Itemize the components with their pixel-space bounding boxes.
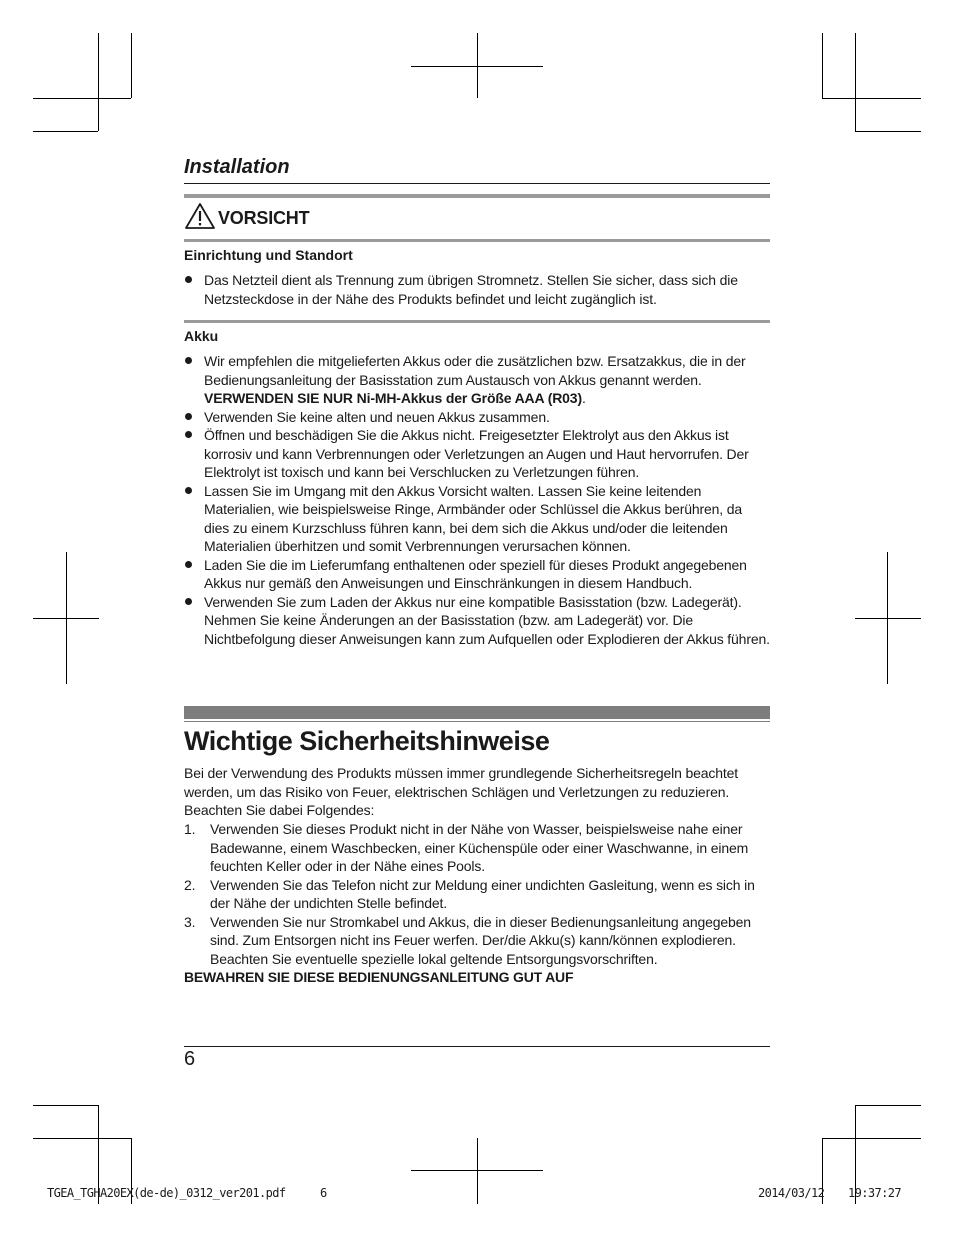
battery-warning-tail: . xyxy=(581,390,586,406)
keep-instructions-notice: BEWAHREN SIE DIESE BEDIENUNGSANLEITUNG GUT AUF xyxy=(184,969,574,985)
safety-title: Wichtige Sicherheitshinweise xyxy=(184,726,550,756)
list-item-text: Verwenden Sie nur Stromkabel und Akkus, die in dieser Bedienungsanleitung angegeben sind. Zum Entsorgen nicht ins Feuer werfen. Der/die Akku(s) kann/können explodieren. Beachten Sie eventuelle spezielle lokal geltende Entsorgungsvorschriften. xyxy=(210,913,751,967)
caution-heading xyxy=(184,203,309,233)
list-item xyxy=(184,426,770,482)
setup-list xyxy=(184,271,770,308)
print-time: 19:37:27 xyxy=(848,1186,901,1200)
setup-heading: Einrichtung und Standort xyxy=(184,247,353,263)
print-filename: TGEA_TGHA20EX(de-de)_0312_ver201.pdf xyxy=(47,1186,286,1200)
caution-sub-rule xyxy=(184,239,770,242)
safety-list xyxy=(184,820,770,968)
bullet-icon xyxy=(185,561,192,568)
caution-label: VORSICHT xyxy=(218,207,310,228)
list-item xyxy=(184,913,770,969)
list-item xyxy=(184,271,770,308)
list-item-text: Wir empfehlen die mitgelieferten Akkus oder die zusätzlichen bzw. Ersatzakkus, die in der Bedienungsanleitung der Basisstation zum Austausch von Akkus genannt werden. xyxy=(204,353,746,388)
safety-bar-line xyxy=(184,721,770,722)
print-page: 6 xyxy=(320,1186,327,1200)
list-item xyxy=(184,820,770,876)
header-rule xyxy=(184,183,770,184)
list-item xyxy=(184,352,770,408)
safety-bar xyxy=(184,706,770,719)
list-item-text: Verwenden Sie keine alten und neuen Akkus zusammen. xyxy=(204,408,550,425)
list-item xyxy=(184,876,770,913)
list-item-text: Das Netzteil dient als Trennung zum übrigen Stromnetz. Stellen Sie sicher, dass sich die Netzsteckdose in der Nähe des Produkts befindet und leicht zugänglich ist. xyxy=(204,272,738,307)
bullet-icon xyxy=(185,431,192,438)
footer-rule xyxy=(184,1046,770,1047)
bullet-icon xyxy=(185,487,192,494)
battery-warning-bold: VERWENDEN SIE NUR Ni-MH-Akkus der Größe AAA (R03) xyxy=(204,390,582,406)
list-item-number: 1. xyxy=(184,821,196,837)
bullet-icon xyxy=(185,413,192,420)
print-date: 2014/03/12 xyxy=(758,1186,825,1200)
list-item-text: Verwenden Sie zum Laden der Akkus nur eine kompatible Basisstation (bzw. Ladegerät). Nehmen Sie keine Änderungen an der Basisstation (bzw. am Ladegerät) vor. Die Nichtbefolgung dieser Anweisungen kann zum Aufquellen oder Explodieren der Akkus führen. xyxy=(204,593,770,647)
list-item-text: Laden Sie die im Lieferumfang enthaltenen oder speziell für dieses Produkt angegebenen Akkus nur gemäß den Anweisungen und Einschränkungen in diesem Handbuch. xyxy=(204,556,747,591)
bullet-icon xyxy=(185,357,192,364)
safety-intro: Bei der Verwendung des Produkts müssen immer grundlegende Sicherheitsregeln beachtet werden, um das Risiko von Feuer, elektrischen Schlägen und Verletzungen zu reduzieren. Beachten Sie dabei Folgendes: xyxy=(184,765,738,818)
list-item-text: Öffnen und beschädigen Sie die Akkus nicht. Freigesetzter Elektrolyt aus den Akkus ist korrosiv und kann Verbrennungen oder Verletzungen an Augen und Haut hervorrufen. Der Elektrolyt ist toxisch und kann bei Verschlucken zu Verletzungen führen. xyxy=(204,427,749,480)
list-item-text: Lassen Sie im Umgang mit den Akkus Vorsicht walten. Lassen Sie keine leitenden Materialien, wie beispielsweise Ringe, Armbänder oder Schlüssel die Akkus berühren, da dies zu einem Kurzschluss führen kann, bei dem sich die Akkus und/oder die leitenden Materialien überhitzen und somit Verbrennungen verursachen können. xyxy=(204,482,743,554)
caution-top-bar xyxy=(184,194,770,198)
battery-list xyxy=(184,352,770,648)
list-item-text: Verwenden Sie dieses Produkt nicht in der Nähe von Wasser, beispielsweise nahe einer Badewanne, einem Waschbecken, einer Küchenspüle oder einer Waschwanne, in einem feuchten Keller oder in der Nähe eines Pools. xyxy=(210,821,749,874)
page-number: 6 xyxy=(184,1048,196,1070)
list-item-number: 2. xyxy=(184,876,196,893)
list-item xyxy=(184,408,770,427)
section-title: Installation xyxy=(184,156,290,178)
bullet-icon xyxy=(185,598,192,605)
list-item-number: 3. xyxy=(184,913,196,930)
bullet-icon xyxy=(185,276,192,283)
battery-heading: Akku xyxy=(184,328,219,344)
battery-rule xyxy=(184,320,770,323)
list-item-text: Verwenden Sie das Telefon nicht zur Meldung einer undichten Gasleitung, wenn es sich in der Nähe der undichten Stelle befindet. xyxy=(210,876,755,911)
warning-icon xyxy=(184,202,216,235)
list-item xyxy=(184,482,770,556)
list-item xyxy=(184,593,770,649)
list-item xyxy=(184,556,770,593)
